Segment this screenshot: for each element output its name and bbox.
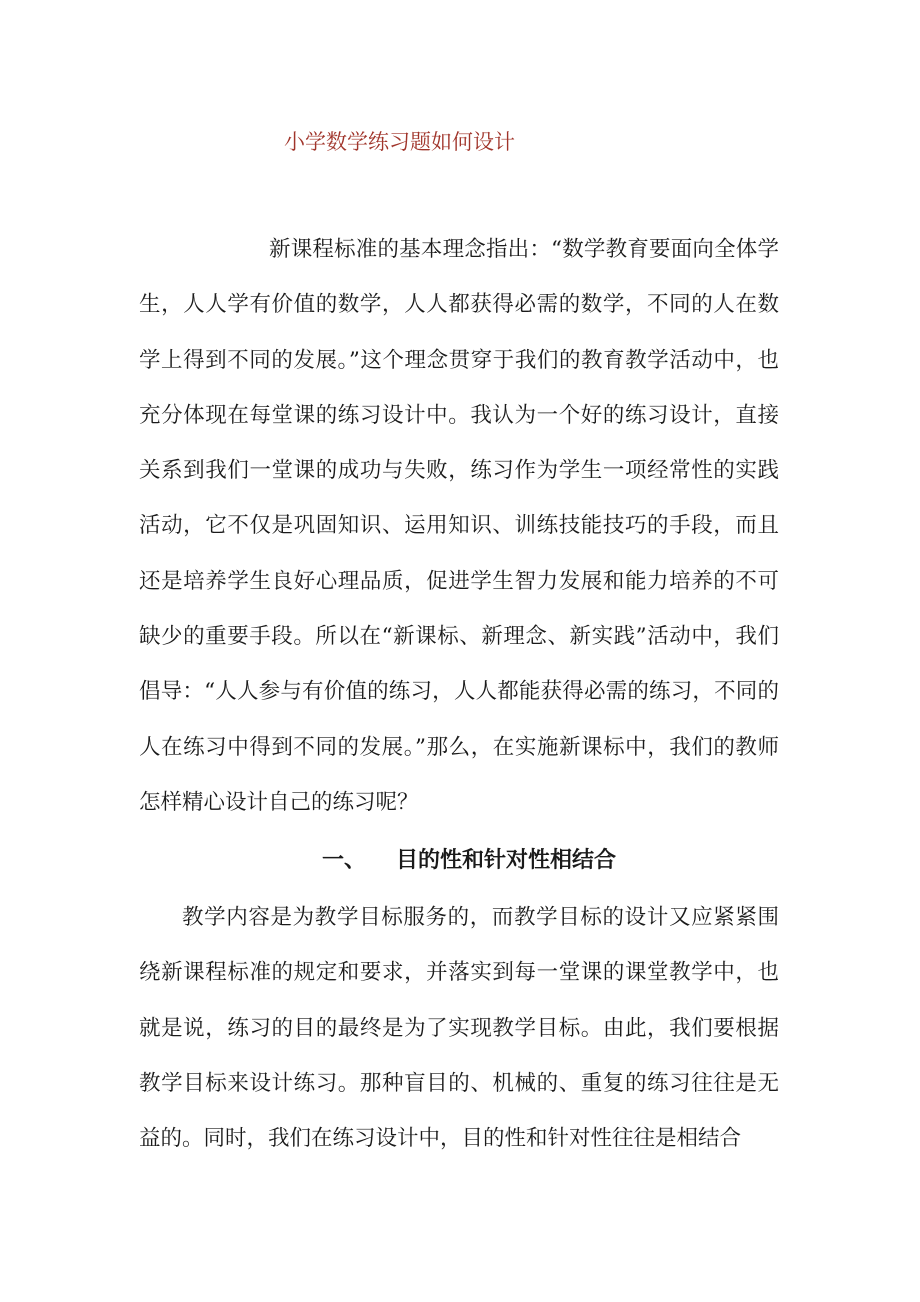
section-number: 一、	[322, 848, 367, 873]
intro-paragraph: 新课程标准的基本理念指出：“数学教育要面向全体学生，人人学有价值的数学，人人都获得必需的数学，不同的人在数学上得到不同的发展。”这个理念贯穿于我们的教育教学活动中，也充分体现在每堂课的练习设计中。我认为一个好的练习设计，直接关系到我们一堂课的成功与失败，练习作为学生一项经常性的实践活动，它不仅是巩固知识、运用知识、训练技能技巧的手段，而且还是培养学生良好心理品质，促进学生智力发展和能力培养的不可缺少的重要手段。所以在“新课标、新理念、新实践”活动中，我们倡导：“人人参与有价值的练习，人人都能获得必需的练习，不同的人在练习中得到不同的发展。”那么，在实施新课标中，我们的教师怎样精心设计自己的练习呢？	[139, 237, 779, 815]
section-heading-text: 目的性和针对性相结合	[396, 848, 617, 873]
section-heading	[322, 843, 616, 874]
section-paragraph: 教学内容是为教学目标服务的，而教学目标的设计又应紧紧围绕新课程标准的规定和要求，并落实到每一堂课的课堂教学中，也就是说，练习的目的最终是为了实现教学目标。由此，我们要根据教学目标来设计练习。那种盲目的、机械的、重复的练习往往是无益的。同时，我们在练习设计中，目的性和针对性往往是相结合	[139, 905, 779, 1152]
document-title: 小学数学练习题如何设计	[284, 130, 515, 154]
